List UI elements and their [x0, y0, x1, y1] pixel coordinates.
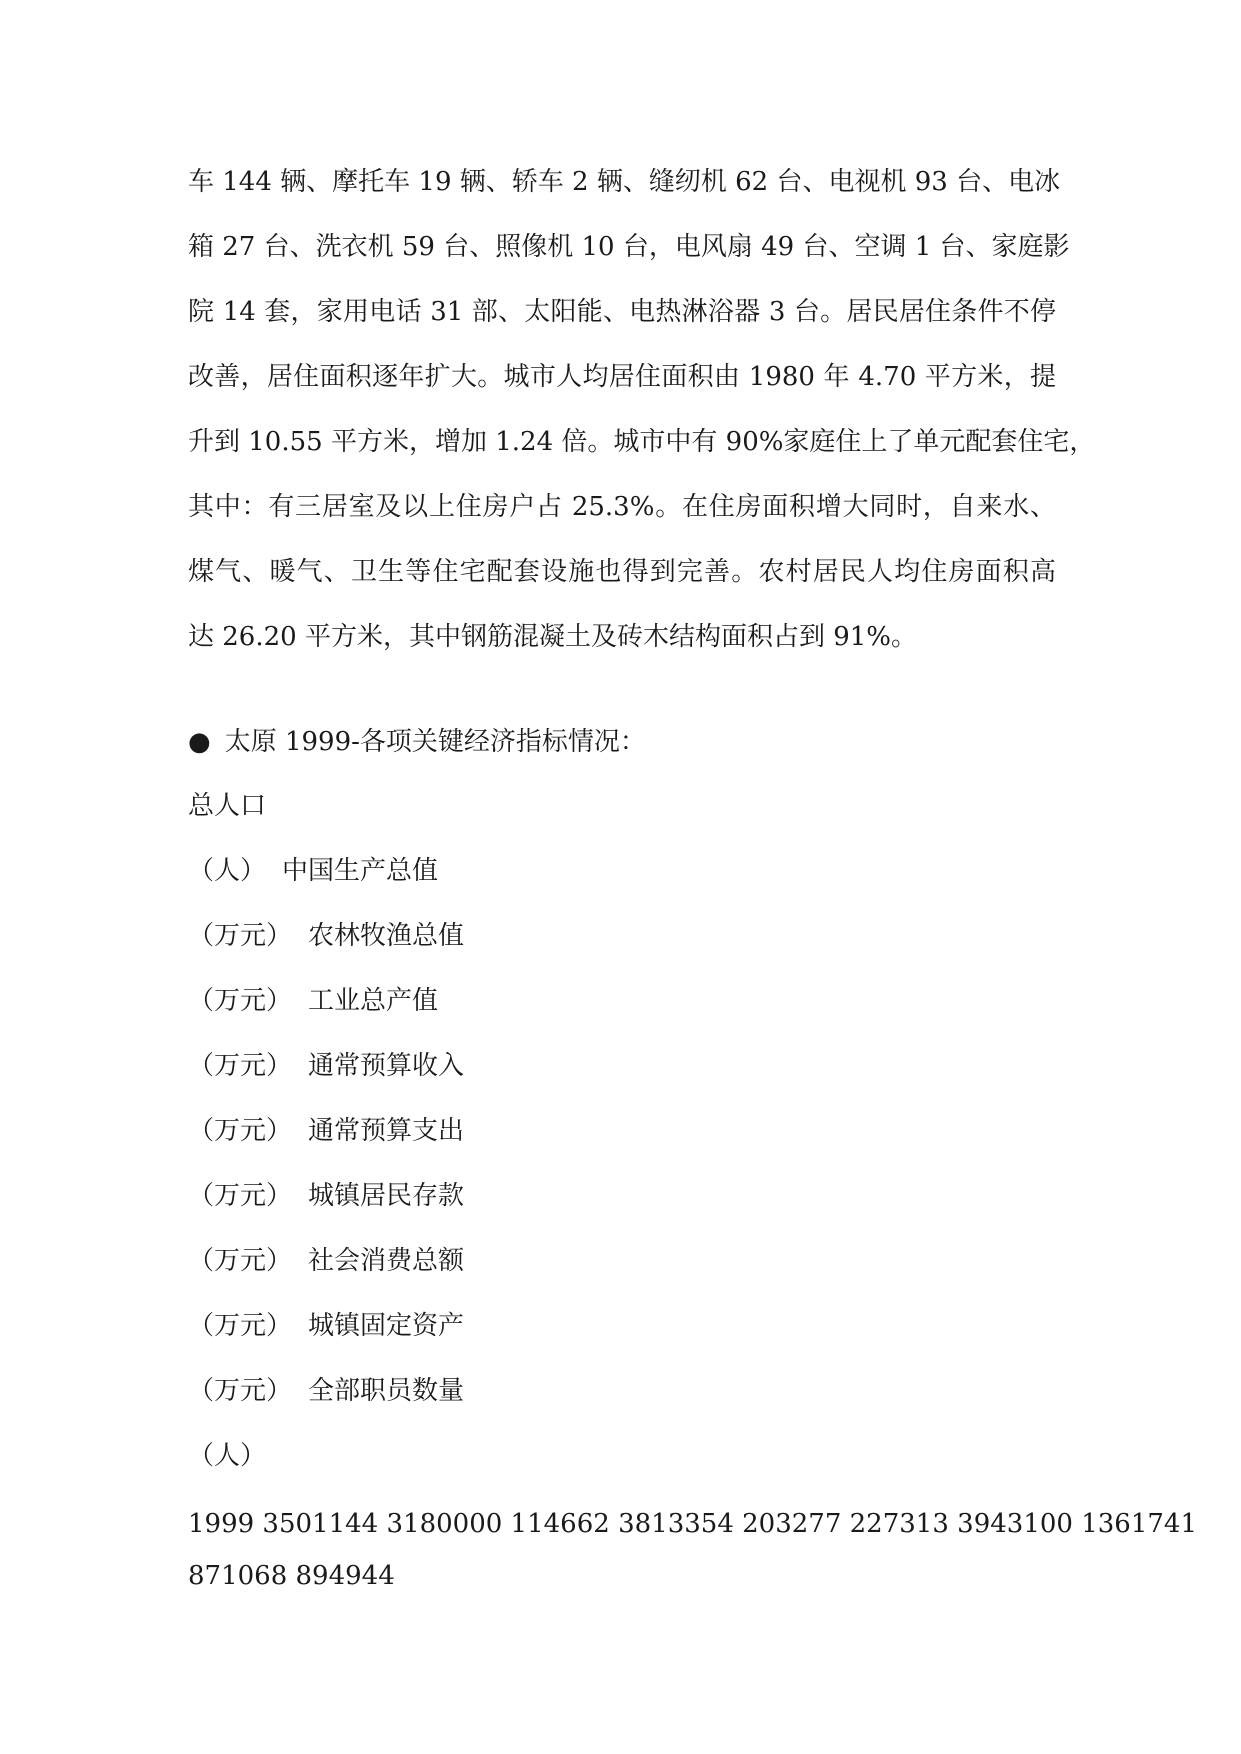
indicator-line: [188, 1434, 1056, 1499]
indicator-unit: （万元）: [188, 1311, 293, 1341]
paragraph-line: 达 26.20 平方米，其中钢筋混凝土及砖木结构面积占到 91%。: [188, 622, 918, 652]
data-line: 1999 3501144 3180000 114662 3813354 203277 227313 3943100 1361741: [188, 1509, 1198, 1539]
paragraph-line: 院 14 套，家用电话 31 部、太阳能、电热淋浴器 3 台。居民居住条件不停: [188, 297, 1056, 327]
indicator-unit: （万元）: [188, 1051, 293, 1081]
indicator-label: 城镇固定资产: [308, 1311, 465, 1341]
indicator-line: [188, 914, 1056, 979]
indicator-line: [188, 1304, 1056, 1369]
indicator-values: [188, 1502, 1198, 1606]
body-paragraph: [188, 160, 1096, 680]
indicator-label: 社会消费总额: [308, 1246, 465, 1276]
paragraph-line: 升到 10.55 平方米，增加 1.24 倍。城市中有 90%家庭住上了单元配套住宅，: [188, 427, 1096, 457]
indicator-line: [188, 1174, 1056, 1239]
indicator-line: [188, 849, 1056, 914]
paragraph-line: 车 144 辆、摩托车 19 辆、轿车 2 辆、缝纫机 62 台、电视机 93 台、电冰: [188, 167, 1061, 197]
bullet-heading-text: 太原 1999-各项关键经济指标情况：: [224, 727, 646, 757]
indicator-line: [188, 1369, 1056, 1434]
indicator-label: 工业总产值: [308, 986, 439, 1016]
indicator-line: [188, 1109, 1056, 1174]
indicator-label: 通常预算支出: [308, 1116, 465, 1146]
indicator-line: [188, 784, 1056, 849]
indicator-line: [188, 1044, 1056, 1109]
indicator-label: 农林牧渔总值: [308, 921, 465, 951]
bullet-heading: [188, 720, 646, 764]
indicator-label: 全部职员数量: [308, 1376, 465, 1406]
indicator-label: 中国生产总值: [282, 856, 439, 886]
indicator-unit: （万元）: [188, 1246, 293, 1276]
indicator-label: 总人口: [188, 791, 267, 821]
bullet-icon: ●: [188, 727, 211, 757]
indicator-line: [188, 1239, 1056, 1304]
indicator-line: [188, 979, 1056, 1044]
data-line: 871068 894944: [188, 1561, 395, 1591]
indicator-label: 城镇居民存款: [308, 1181, 465, 1211]
paragraph-line: 箱 27 台、洗衣机 59 台、照像机 10 台，电风扇 49 台、空调 1 台、家庭影: [188, 232, 1070, 262]
indicator-unit: （万元）: [188, 1116, 293, 1146]
indicator-unit: （万元）: [188, 986, 293, 1016]
paragraph-line: 煤气、暖气、卫生等住宅配套设施也得到完善。农村居民人均住房面积高: [188, 557, 1056, 587]
indicator-unit: （万元）: [188, 921, 293, 951]
indicator-unit: （人）: [188, 1441, 267, 1471]
paragraph-line: 改善，居住面积逐年扩大。城市人均居住面积由 1980 年 4.70 平方米，提: [188, 362, 1056, 392]
indicator-unit: （万元）: [188, 1376, 293, 1406]
indicator-list: [188, 784, 1056, 1499]
indicator-unit: （人）: [188, 856, 267, 886]
indicator-label: 通常预算收入: [308, 1051, 465, 1081]
paragraph-line: 其中：有三居室及以上住房户占 25.3%。在住房面积增大同时，自来水、: [188, 492, 1056, 522]
indicator-unit: （万元）: [188, 1181, 293, 1211]
